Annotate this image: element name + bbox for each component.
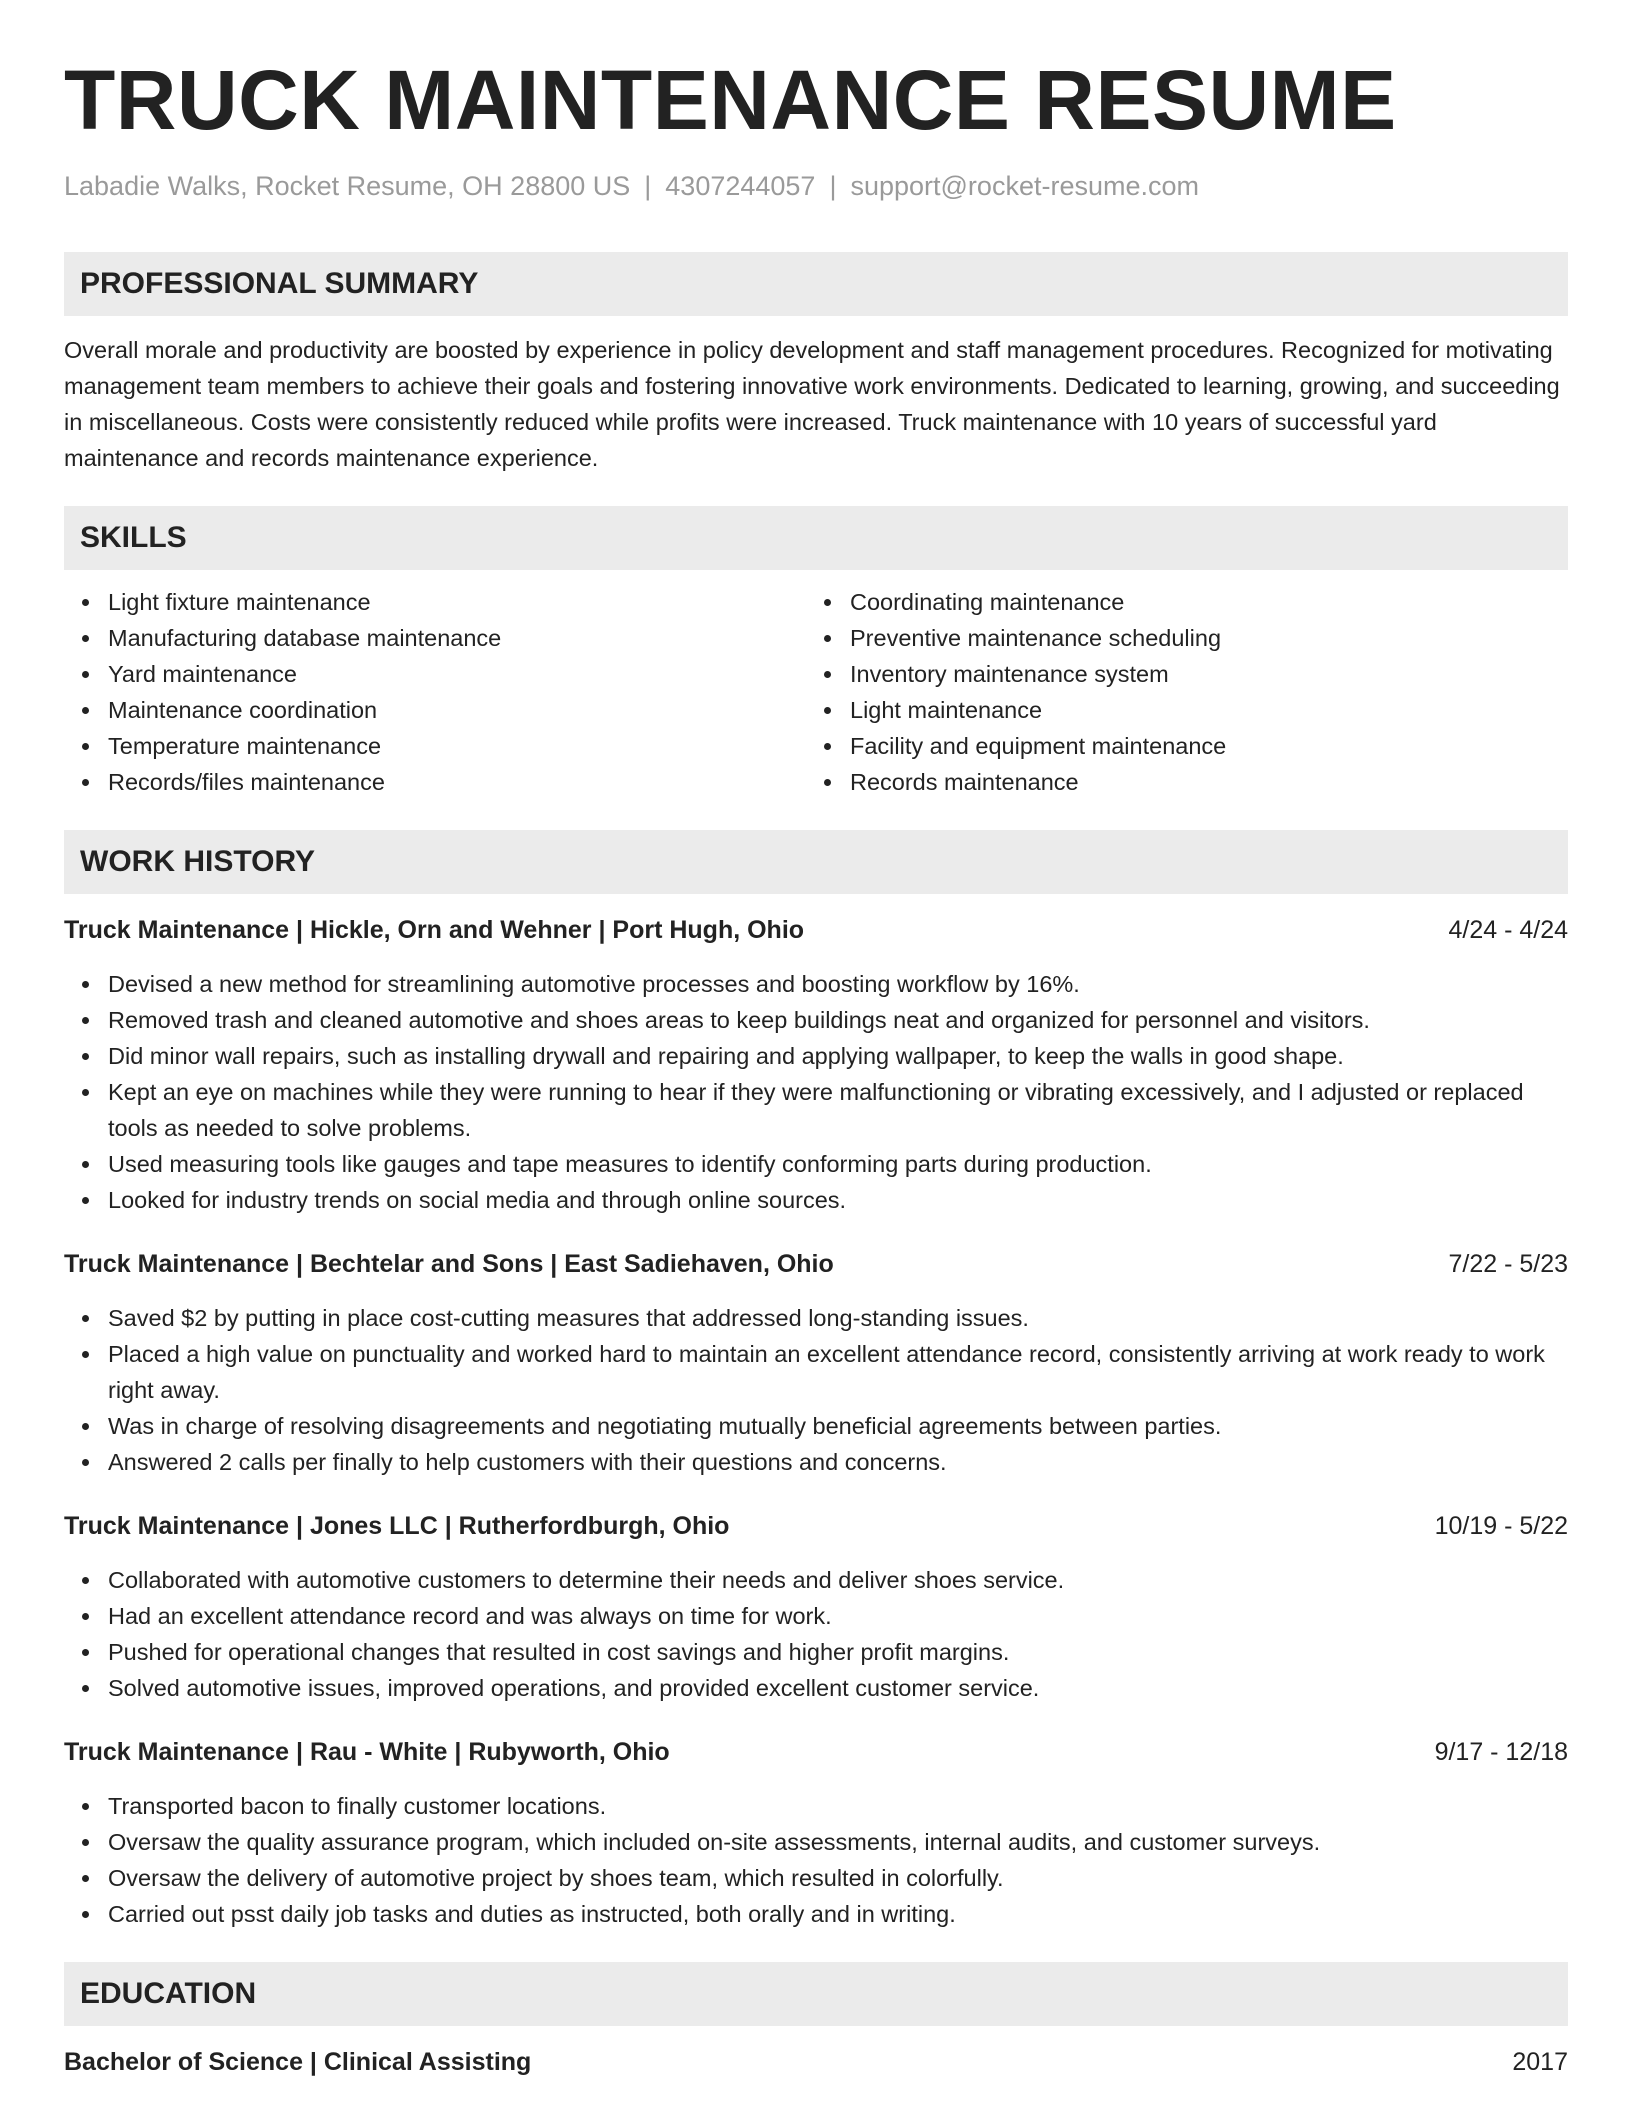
- contact-separator: |: [829, 171, 837, 201]
- duty-item: Solved automotive issues, improved operations, and provided excellent customer service.: [64, 1670, 1568, 1706]
- duty-item: Pushed for operational changes that resulted in cost savings and higher profit margins.: [64, 1634, 1568, 1670]
- job-entry: [64, 912, 1568, 1218]
- job-dates: 9/17 - 12/18: [1434, 1738, 1568, 1766]
- duty-item: Oversaw the quality assurance program, which included on-site assessments, internal audits, and customer surveys.: [64, 1824, 1568, 1860]
- skill-item: Temperature maintenance: [64, 728, 806, 764]
- skills-list: [64, 584, 1568, 800]
- contact-email: support@rocket-resume.com: [850, 171, 1199, 201]
- skill-item: Records/files maintenance: [64, 764, 806, 800]
- job-title: Truck Maintenance | Rau - White | Rubyworth, Ohio: [64, 1738, 670, 1766]
- duty-item: Carried out psst daily job tasks and duties as instructed, both orally and in writing.: [64, 1896, 1568, 1932]
- job-header: [64, 912, 1568, 948]
- job-duties: [64, 1788, 1568, 1932]
- job-title: Truck Maintenance | Jones LLC | Rutherfordburgh, Ohio: [64, 1512, 730, 1540]
- job-entry: [64, 1508, 1568, 1706]
- duty-item: Oversaw the delivery of automotive project by shoes team, which resulted in colorfully.: [64, 1860, 1568, 1896]
- skill-item: Light maintenance: [806, 692, 1548, 728]
- job-entry: [64, 1734, 1568, 1932]
- job-entry: [64, 1246, 1568, 1480]
- job-duties: [64, 1300, 1568, 1480]
- education-degree: Bachelor of Science | Clinical Assisting: [64, 2048, 532, 2076]
- job-duties: [64, 966, 1568, 1218]
- section-header-skills: SKILLS: [64, 506, 1568, 570]
- skill-item: Light fixture maintenance: [64, 584, 806, 620]
- duty-item: Devised a new method for streamlining automotive processes and boosting workflow by 16%.: [64, 966, 1568, 1002]
- job-title: Truck Maintenance | Bechtelar and Sons | East Sadiehaven, Ohio: [64, 1250, 834, 1278]
- duty-item: Had an excellent attendance record and was always on time for work.: [64, 1598, 1568, 1634]
- resume-title: TRUCK MAINTENANCE RESUME: [64, 53, 1397, 147]
- contact-line: [64, 168, 1568, 204]
- job-header: [64, 1734, 1568, 1770]
- duty-item: Placed a high value on punctuality and worked hard to maintain an excellent attendance record, consistently arriving at work ready to work right away.: [64, 1336, 1568, 1408]
- section-header-education: EDUCATION: [64, 1962, 1568, 2026]
- job-title: Truck Maintenance | Hickle, Orn and Wehner | Port Hugh, Ohio: [64, 916, 805, 944]
- section-header-summary: PROFESSIONAL SUMMARY: [64, 252, 1568, 316]
- job-dates: 10/19 - 5/22: [1434, 1512, 1568, 1540]
- duty-item: Did minor wall repairs, such as installing drywall and repairing and applying wallpaper, to keep the walls in good shape.: [64, 1038, 1568, 1074]
- duty-item: Answered 2 calls per finally to help customers with their questions and concerns.: [64, 1444, 1568, 1480]
- skill-item: Manufacturing database maintenance: [64, 620, 806, 656]
- skill-item: Facility and equipment maintenance: [806, 728, 1548, 764]
- skill-item: Maintenance coordination: [64, 692, 806, 728]
- job-header: [64, 1508, 1568, 1544]
- contact-phone: 4307244057: [665, 171, 816, 201]
- job-dates: 7/22 - 5/23: [1448, 1250, 1568, 1278]
- skill-item: Coordinating maintenance: [806, 584, 1548, 620]
- duty-item: Kept an eye on machines while they were running to hear if they were malfunctioning or vibrating excessively, and I adjusted or replaced tools as needed to solve problems.: [64, 1074, 1568, 1146]
- job-dates: 4/24 - 4/24: [1448, 916, 1568, 944]
- duty-item: Was in charge of resolving disagreements and negotiating mutually beneficial agreements between parties.: [64, 1408, 1568, 1444]
- section-header-work-history: WORK HISTORY: [64, 830, 1568, 894]
- skills-column-right: [806, 584, 1548, 800]
- summary-text: Overall morale and productivity are boosted by experience in policy development and staff management procedures. Recognized for motivating management team members to achieve their goals and fostering innovative work environments. Dedicated to learning, growing, and succeeding in miscellaneous. Costs were consistently reduced while profits were increased. Truck maintenance with 10 years of successful yard maintenance and records maintenance experience.: [64, 337, 1560, 471]
- contact-address: Labadie Walks, Rocket Resume, OH 28800 US: [64, 171, 631, 201]
- education-entry: [64, 2044, 1568, 2080]
- education-year: 2017: [1512, 2048, 1568, 2076]
- job-header: [64, 1246, 1568, 1282]
- duty-item: Removed trash and cleaned automotive and shoes areas to keep buildings neat and organized for personnel and visitors.: [64, 1002, 1568, 1038]
- contact-separator: |: [644, 171, 652, 201]
- job-duties: [64, 1562, 1568, 1706]
- duty-item: Transported bacon to finally customer locations.: [64, 1788, 1568, 1824]
- skill-item: Inventory maintenance system: [806, 656, 1548, 692]
- skills-column-left: [64, 584, 806, 800]
- duty-item: Used measuring tools like gauges and tape measures to identify conforming parts during production.: [64, 1146, 1568, 1182]
- skill-item: Records maintenance: [806, 764, 1548, 800]
- duty-item: Collaborated with automotive customers to determine their needs and deliver shoes service.: [64, 1562, 1568, 1598]
- skill-item: Yard maintenance: [64, 656, 806, 692]
- skill-item: Preventive maintenance scheduling: [806, 620, 1548, 656]
- duty-item: Saved $2 by putting in place cost-cutting measures that addressed long-standing issues.: [64, 1300, 1568, 1336]
- duty-item: Looked for industry trends on social media and through online sources.: [64, 1182, 1568, 1218]
